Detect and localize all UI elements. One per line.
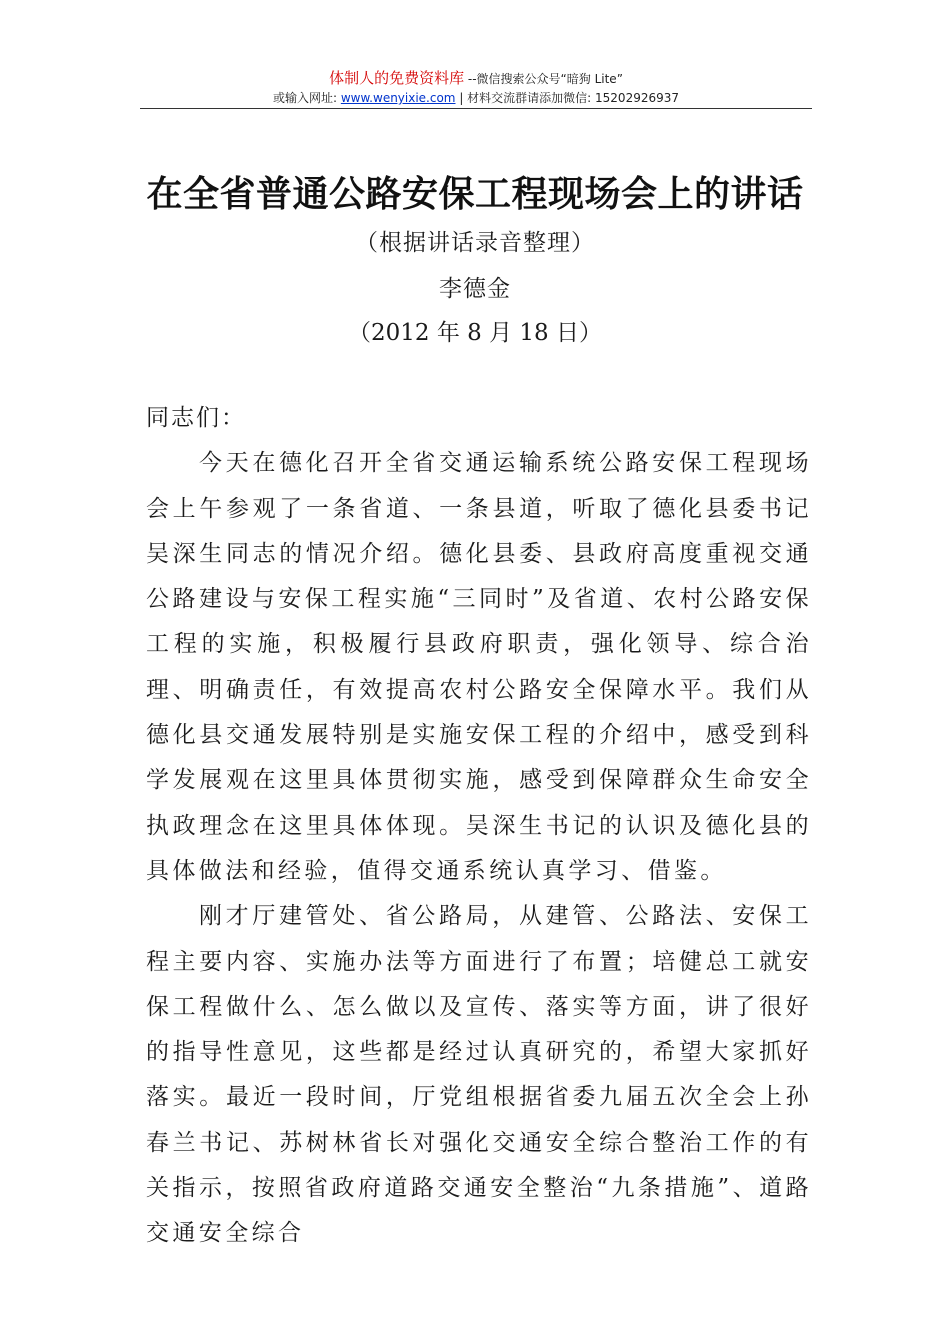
paragraph-1: 今天在德化召开全省交通运输系统公路安保工程现场会上午参观了一条省道、一条县道，听取了德化县委书记吴深生同志的情况介绍。德化县委、县政府高度重视交通公路建设与安保工程实施“三同时”及省道、农村公路安保工程的实施，积极履行县政府职责，强化领导、综合治理、明确责任，有效提高农村公路安全保障水平。我们从德化县交通发展特别是实施安保工程的介绍中，感受到科学发展观在这里具体贯彻实施，感受到保障群众生命安全执政理念在这里具体体现。吴深生书记的认识及德化县的具体做法和经验，值得交通系统认真学习、借鉴。 (146, 450, 812, 884)
document-title: 在全省普通公路安保工程现场会上的讲话 (146, 173, 804, 215)
page-header (140, 68, 812, 107)
header-url-link[interactable]: www.wenyixie.com (340, 91, 456, 105)
header-brand: 体制人的免费资料库 (329, 69, 465, 87)
header-url-suffix: | 材料交流群请添加微信: 15202926937 (455, 91, 680, 105)
header-line-url (140, 89, 812, 107)
document-author: 李德金 (439, 276, 511, 302)
header-line-brand (140, 68, 812, 89)
greeting: 同志们： (146, 405, 246, 431)
header-divider (140, 108, 812, 109)
document-subtitle: （根据讲话录音整理） (355, 230, 595, 256)
paragraph-2: 刚才厅建管处、省公路局，从建管、公路法、安保工程主要内容、实施办法等方面进行了布置；培健总工就安保工程做什么、怎么做以及宣传、落实等方面，讲了很好的指导性意见，这些都是经过认真研究的，希望大家抓好落实。最近一段时间，厅党组根据省委九届五次全会上孙春兰书记、苏树林省长对强化交通安全综合整治工作的有关指示，按照省政府道路交通安全整治“九条措施”、道路交通安全综合 (146, 903, 812, 1247)
document-date: （2012 年 8 月 18 日） (348, 320, 602, 346)
header-tagline: --微信搜索公众号“暗狗 Lite” (464, 72, 623, 86)
header-url-prefix: 或输入网址: (272, 91, 341, 105)
document-body (146, 396, 812, 1257)
